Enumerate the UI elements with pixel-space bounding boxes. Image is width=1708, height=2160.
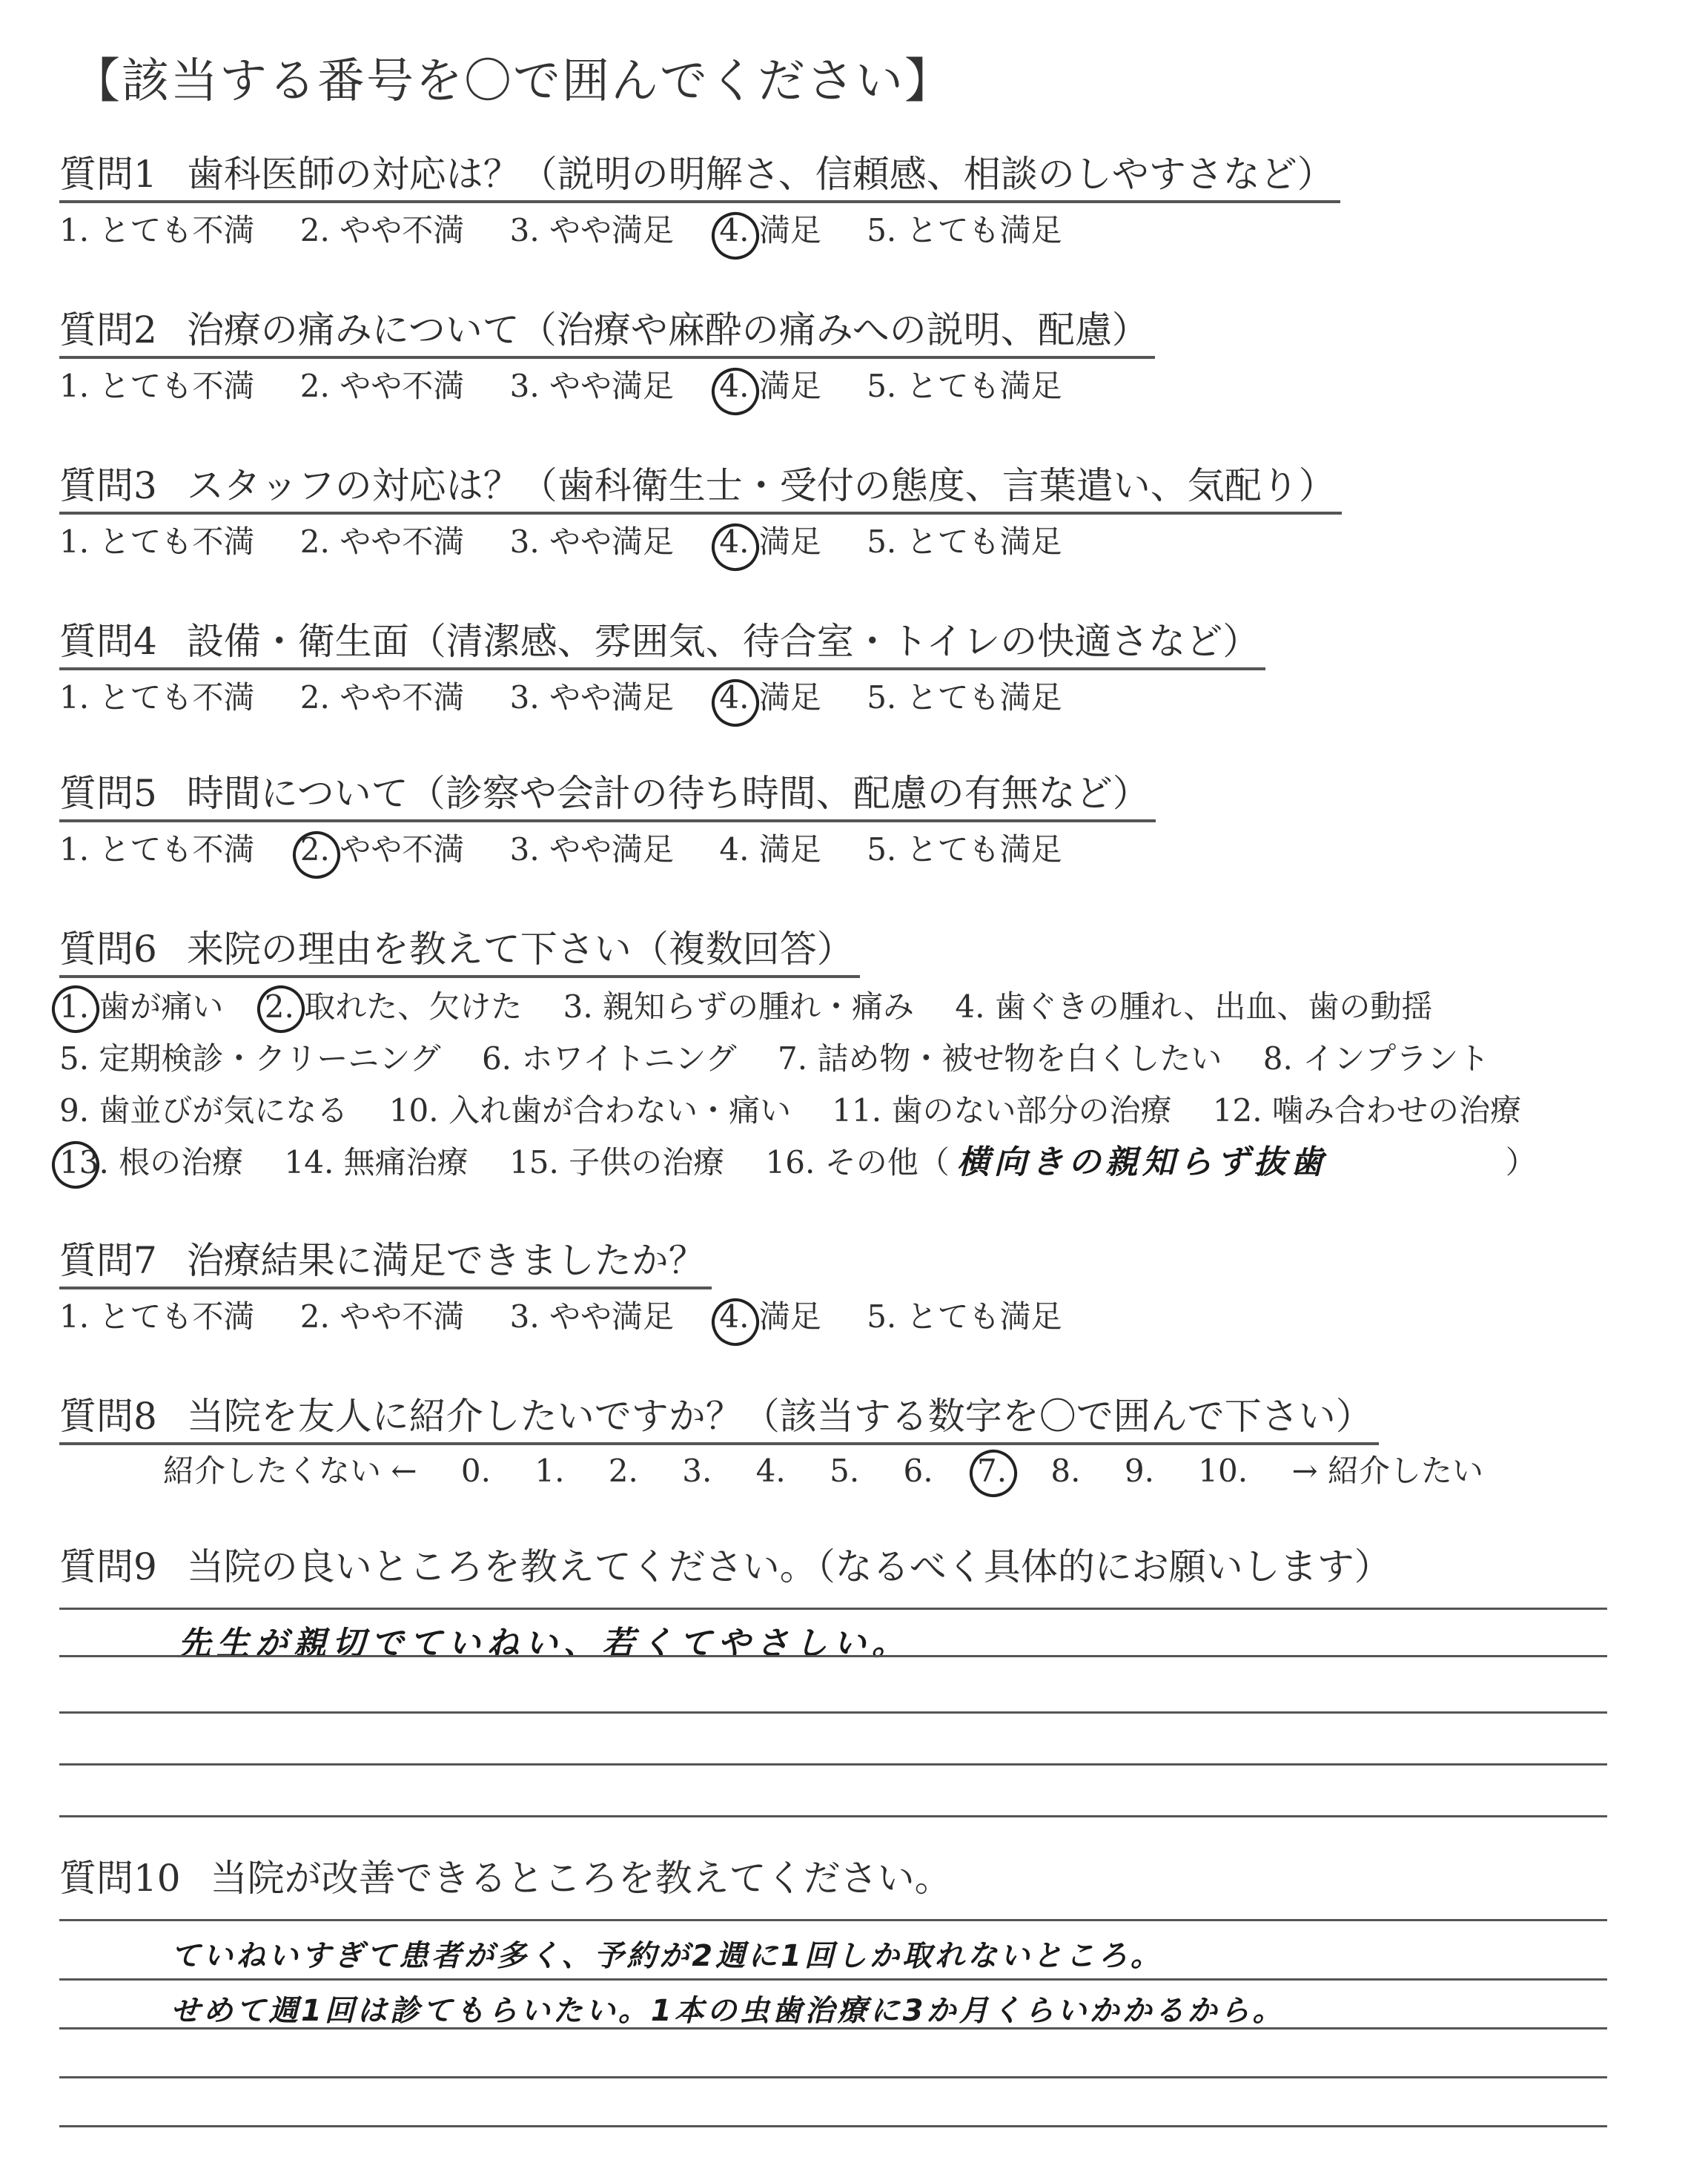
q4-text: 設備・衛生面（清潔感、雰囲気、待合室・トイレの快適さなど） (186, 620, 1260, 663)
q10-answer-line-4 (59, 2076, 1607, 2078)
q5-option-1[interactable]: 1. とても不満 (59, 831, 255, 868)
q3-text: スタッフの対応は？（歯科衛生士・受付の態度、言葉遣い、気配り） (186, 464, 1336, 507)
q8-value-5[interactable]: 5. (830, 1453, 860, 1489)
q9-answer[interactable]: 先生が親切でていねい、若くてやさしい。 (178, 1625, 910, 1662)
q6-number: 質問6 (59, 928, 157, 971)
q7-option-2[interactable]: 2. やや不満 (299, 1298, 465, 1335)
question-2 (59, 304, 1155, 409)
q8-value-4[interactable]: 4. (755, 1453, 786, 1489)
q9-number: 質問9 (59, 1545, 157, 1588)
q6-option-9[interactable]: 9. 歯並びが気になる (59, 1092, 348, 1129)
q2-number: 質問2 (59, 308, 157, 351)
q10-answer-line-3 (59, 2027, 1607, 2029)
q5-option-2-selected[interactable]: 2. やや不満 (300, 827, 464, 873)
q1-option-1[interactable]: 1. とても不満 (59, 212, 255, 248)
q6-other-close-paren: ） (1505, 1144, 1537, 1180)
q2-text: 治療の痛みについて（治療や麻酔の痛みへの説明、配慮） (186, 308, 1149, 351)
q8-value-7-selected[interactable]: 7. (977, 1445, 1007, 1497)
q6-option-1-selected[interactable]: 1. 歯が痛い (59, 981, 223, 1033)
question-5 (59, 767, 1156, 873)
q2-option-3[interactable]: 3. やや満足 (509, 368, 675, 404)
q8-right-label: → 紹介したい (1291, 1453, 1483, 1489)
q6-option-15[interactable]: 15. 子供の治療 (509, 1144, 725, 1180)
q4-number: 質問4 (59, 620, 157, 663)
q6-option-2-selected[interactable]: 2. 取れた、欠けた (265, 981, 522, 1033)
q7-option-5[interactable]: 5. とても満足 (867, 1298, 1062, 1335)
q6-other-answer[interactable]: 横向きの親知らず抜歯 (956, 1143, 1328, 1181)
q4-option-3[interactable]: 3. やや満足 (509, 679, 675, 716)
q9-answer-line-5 (59, 1815, 1607, 1817)
q4-option-1[interactable]: 1. とても不満 (59, 679, 255, 716)
question-1 (59, 148, 1340, 254)
q1-option-5[interactable]: 5. とても満足 (867, 212, 1062, 248)
q9-answer-line-2 (59, 1655, 1607, 1657)
q1-text: 歯科医師の対応は？（説明の明解さ、信頼感、相談のしやすさなど） (186, 153, 1334, 196)
q6-option-7[interactable]: 7. 詰め物・被せ物を白くしたい (777, 1040, 1222, 1077)
q10-answer-line-2 (59, 1978, 1607, 1981)
q1-option-2[interactable]: 2. やや不満 (299, 212, 465, 248)
q10-answer-line-1 (59, 1919, 1607, 1921)
q6-option-4[interactable]: 4. 歯ぐきの腫れ、出血、歯の動揺 (955, 988, 1433, 1025)
q2-option-4-selected[interactable]: 4. 満足 (719, 363, 821, 409)
q10-answer-line1[interactable]: ていねいすぎて患者が多く、予約が2週に1回しか取れないところ。 (171, 1939, 1163, 1973)
q7-text: 治療結果に満足できましたか？ (186, 1239, 706, 1282)
q7-option-4-selected[interactable]: 4. 満足 (719, 1294, 821, 1340)
q3-option-2[interactable]: 2. やや不満 (299, 524, 465, 560)
q1-number: 質問1 (59, 153, 157, 196)
q9-text: 当院の良いところを教えてください。（なるべく具体的にお願いします） (186, 1545, 1391, 1588)
question-3 (59, 460, 1342, 565)
page-header: 【該当する番号を〇で囲んでください】 (73, 54, 953, 109)
q9-answer-line-4 (59, 1763, 1607, 1766)
q3-option-3[interactable]: 3. やや満足 (509, 524, 675, 560)
q1-option-4-selected[interactable]: 4. 満足 (719, 208, 821, 254)
q7-number: 質問7 (59, 1239, 157, 1282)
q2-option-1[interactable]: 1. とても不満 (59, 368, 255, 404)
q6-option-11[interactable]: 11. 歯のない部分の治療 (832, 1092, 1172, 1129)
q6-option-6[interactable]: 6. ホワイトニング (481, 1040, 737, 1077)
q1-option-3[interactable]: 3. やや満足 (509, 212, 675, 248)
q10-text: 当院が改善できるところを教えてください。 (210, 1857, 952, 1900)
q6-option-8[interactable]: 8. インプラント (1262, 1040, 1490, 1077)
q8-value-3[interactable]: 3. (682, 1453, 712, 1489)
q3-option-4-selected[interactable]: 4. 満足 (719, 519, 821, 565)
q6-option-14[interactable]: 14. 無痛治療 (284, 1144, 469, 1180)
q3-number: 質問3 (59, 464, 157, 507)
q8-value-0[interactable]: 0. (460, 1453, 491, 1489)
question-10 (59, 1852, 958, 1904)
q8-number: 質問8 (59, 1395, 157, 1438)
question-4 (59, 615, 1265, 721)
q4-option-5[interactable]: 5. とても満足 (867, 679, 1062, 716)
q10-answer-line2[interactable]: せめて週1回は診てもらいたい。1本の虫歯治療に3か月くらいかかるから。 (171, 1994, 1285, 2028)
q6-option-13-selected[interactable]: 13. 根の治療 (59, 1137, 243, 1189)
q10-number: 質問10 (59, 1857, 181, 1900)
q5-text: 時間について（診察や会計の待ち時間、配慮の有無など） (186, 772, 1150, 815)
q4-option-2[interactable]: 2. やや不満 (299, 679, 465, 716)
q6-text: 来院の理由を教えて下さい（複数回答） (186, 928, 854, 971)
q10-answer-line-5 (59, 2125, 1607, 2127)
q8-value-8[interactable]: 8. (1050, 1453, 1081, 1489)
q2-option-2[interactable]: 2. やや不満 (299, 368, 465, 404)
question-6 (59, 923, 1552, 1189)
q8-value-2[interactable]: 2. (608, 1453, 638, 1489)
q7-option-1[interactable]: 1. とても不満 (59, 1298, 255, 1335)
q2-option-5[interactable]: 5. とても満足 (867, 368, 1062, 404)
q5-number: 質問5 (59, 772, 157, 815)
q8-value-10[interactable]: 10. (1198, 1453, 1248, 1489)
q6-option-3[interactable]: 3. 親知らずの腫れ・痛み (563, 988, 915, 1025)
q3-option-5[interactable]: 5. とても満足 (867, 524, 1062, 560)
q5-option-3[interactable]: 3. やや満足 (509, 831, 675, 868)
question-8 (59, 1390, 1517, 1497)
q4-option-4-selected[interactable]: 4. 満足 (719, 675, 821, 721)
q6-option-12[interactable]: 12. 噛み合わせの治療 (1212, 1092, 1521, 1129)
q9-answer-line-1 (59, 1608, 1607, 1610)
q6-option-10[interactable]: 10. 入れ歯が合わない・痛い (388, 1092, 791, 1129)
q3-option-1[interactable]: 1. とても不満 (59, 524, 255, 560)
q5-option-4[interactable]: 4. 満足 (719, 831, 821, 868)
q8-value-1[interactable]: 1. (534, 1453, 565, 1489)
q8-value-9[interactable]: 9. (1124, 1453, 1154, 1489)
q6-option-16[interactable]: 16. その他（ (765, 1144, 950, 1180)
q5-option-5[interactable]: 5. とても満足 (867, 831, 1062, 868)
q7-option-3[interactable]: 3. やや満足 (509, 1298, 675, 1335)
q9-answer-line-3 (59, 1711, 1607, 1714)
q8-value-6[interactable]: 6. (903, 1453, 933, 1489)
q6-option-5[interactable]: 5. 定期検診・クリーニング (59, 1040, 441, 1077)
question-9 (59, 1541, 1397, 1593)
q8-text: 当院を友人に紹介したいですか？（該当する数字を〇で囲んで下さい） (186, 1395, 1373, 1438)
question-7 (59, 1235, 1098, 1340)
q8-left-label: 紹介したくない ← (163, 1453, 417, 1489)
